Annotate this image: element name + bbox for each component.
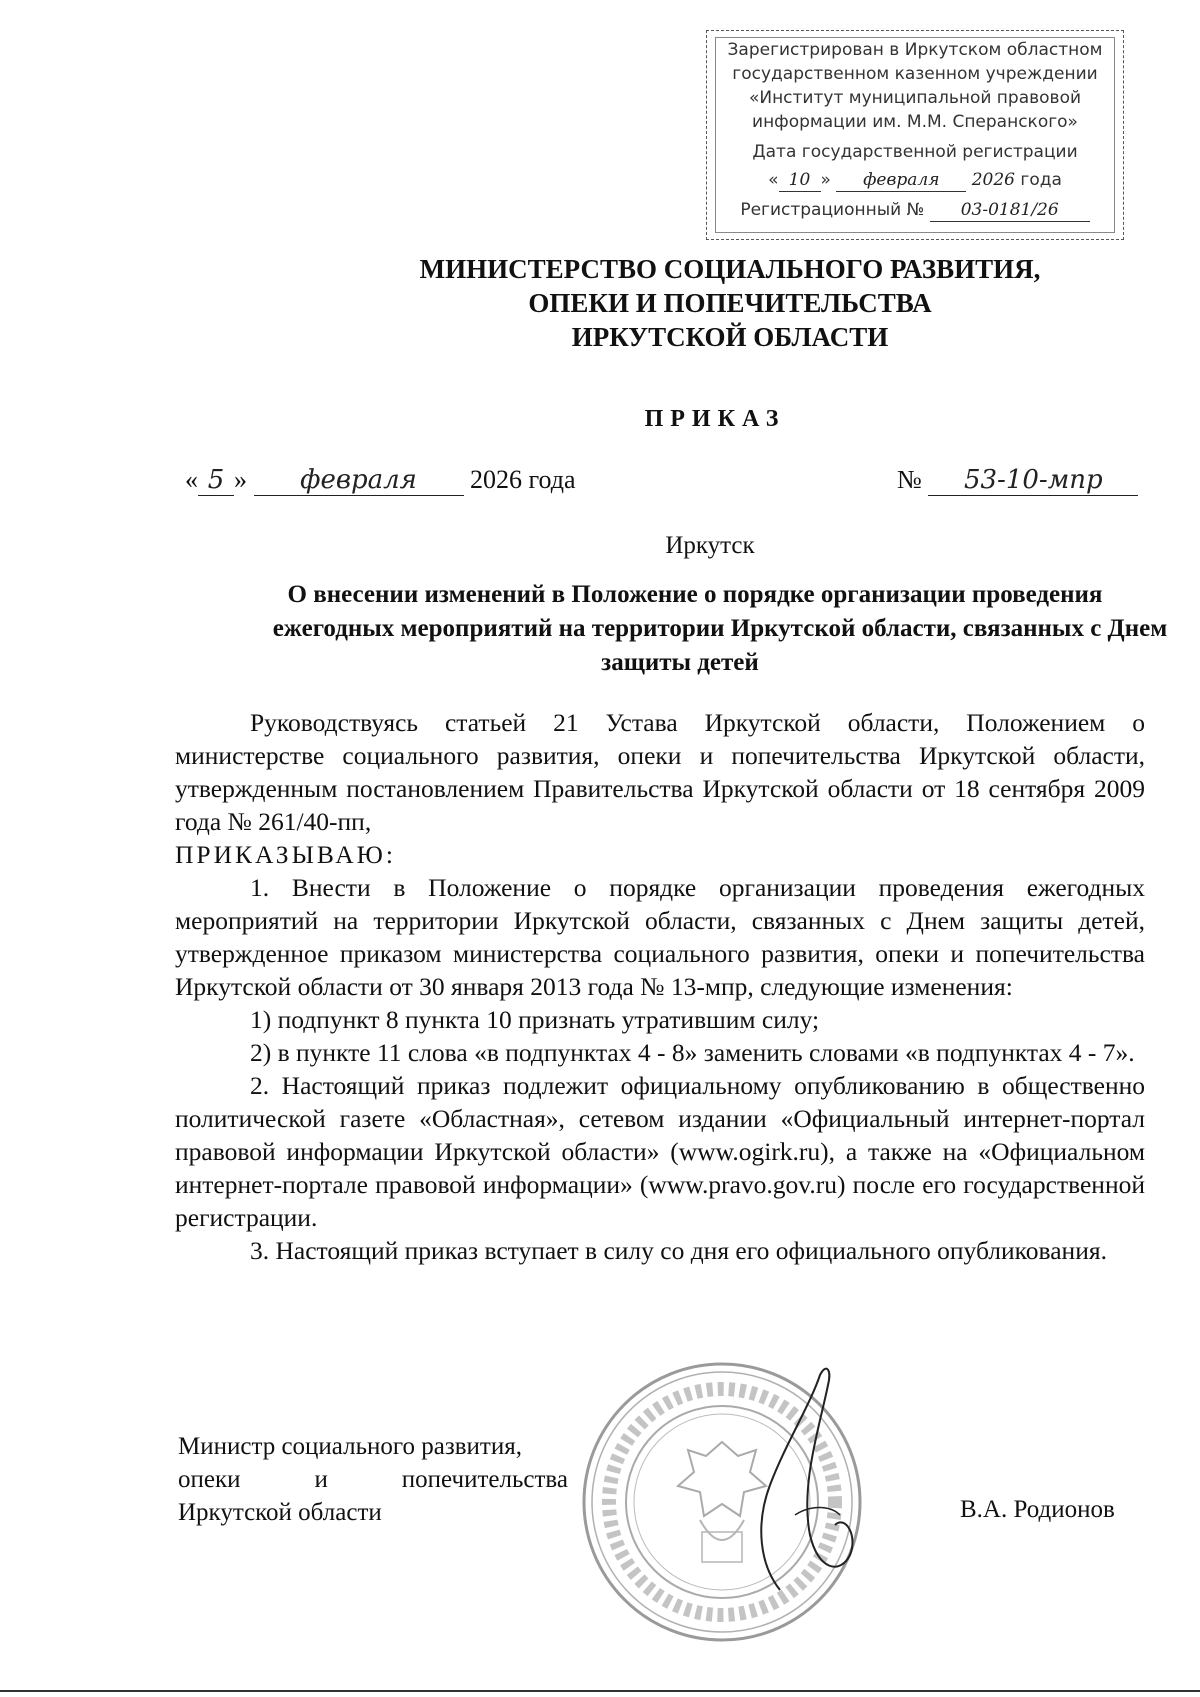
stamp-date-month: февраля [836,169,966,192]
page-bottom-edge [0,1690,1200,1692]
item-1-subitem-1: 1) подпункт 8 пункта 10 признать утратившим силу; [250,1005,820,1034]
ministry-name-line-3: ИРКУТСКОЙ ОБЛАСТИ [571,322,889,352]
signer-title-word-2: и [314,1466,328,1493]
stamp-date-year: 2026 [971,170,1015,190]
signer-title-word-3: попечительства [401,1466,568,1493]
ministry-name-line-1: МИНИСТЕРСТВО СОЦИАЛЬНОГО РАЗВИТИЯ, [419,254,1041,284]
handwritten-signature [740,1365,870,1595]
order-body [175,706,1145,1267]
signer-name: В.А. Родионов [960,1496,1115,1523]
stamp-reg-label: Регистрационный № [740,200,925,220]
date-month: февраля [254,465,464,496]
signer-title-line-2 [178,1463,568,1496]
registration-stamp [706,30,1124,240]
order-date-line [185,465,1145,501]
date-quote-open: « [185,465,198,494]
stamp-line-2: государственном казенном учреждении [732,64,1098,84]
order-number-label: № [897,465,922,494]
stamp-reg-number: 03-0181/26 [930,199,1090,222]
item-2: 2. Настоящий приказ подлежит официальному опубликованию в общественно политической газете «Областная», сетевом издании «Официальный интернет-портал правовой информации Иркутской области» (www.ogirk.ru), а также на «Официальном интернет-портале правовой информации» (www.pravo.gov.ru) после его государственной регистрации. [175,1071,1145,1232]
stamp-date-quote-open: « [768,170,779,190]
date-year: 2026 года [470,465,576,494]
subject-line-3: защиты детей [601,649,759,676]
city: Иркутск [665,532,755,559]
item-1: 1. Внести в Положение о порядке организации проведения ежегодных мероприятий на территории Иркутской области, связанных с Днем защиты детей, утвержденное приказом министерства социального развития, опеки и попечительства Иркутской области от 30 января 2013 года № 13-мпр, следующие изменения: [175,873,1145,1001]
ministry-name-line-2: ОПЕКИ И ПОПЕЧИТЕЛЬСТВА [528,288,932,318]
stamp-date-day: 10 [779,169,821,192]
signer-title-line-3: Иркутской области [178,1499,382,1526]
preamble: Руководствуясь статьей 21 Устава Иркутской области, Положением о министерстве социального развития, опеки и попечительства Иркутской области, утвержденным постановлением Правительства Иркутской области от 18 сентября 2009 года № 261/40-пп, [175,708,1145,836]
item-3: 3. Настоящий приказ вступает в силу со дня его официального опубликования. [250,1236,1107,1265]
signer-title-word-1: опеки [178,1466,241,1493]
stamp-line-4: информации им. М.М. Сперанского» [752,112,1078,132]
stamp-date-suffix: года [1020,170,1062,190]
order-word: ПРИКАЗЫВАЮ: [175,840,396,869]
stamp-line-5: Дата государственной регистрации [752,142,1078,162]
stamp-line-1: Зарегистрирован в Иркутском областном [727,40,1103,60]
subject-line-1: О внесении изменений в Положение о порядке организации проведения [287,581,1103,608]
stamp-date-quote-close: » [820,170,831,190]
order-title: ПРИКАЗ [644,406,786,432]
stamp-reg-line [707,199,1123,222]
order-number-value: 53-10-мпр [928,465,1138,496]
date-day: 5 [198,465,234,496]
date-quote-close: » [234,465,247,494]
signer-title-line-1: Министр социального развития, [178,1433,522,1460]
signature-title-block [178,1430,568,1529]
order-number [897,465,1138,496]
stamp-date-line [707,169,1123,192]
item-1-subitem-2: 2) в пункте 11 слова «в подпунктах 4 - 8» заменить словами «в подпунктах 4 - 7». [250,1038,1135,1067]
subject-line-2: ежегодных мероприятий на территории Иркутской области, связанных с Днем [272,615,1168,642]
stamp-line-3: «Институт муниципальной правовой [748,88,1082,108]
